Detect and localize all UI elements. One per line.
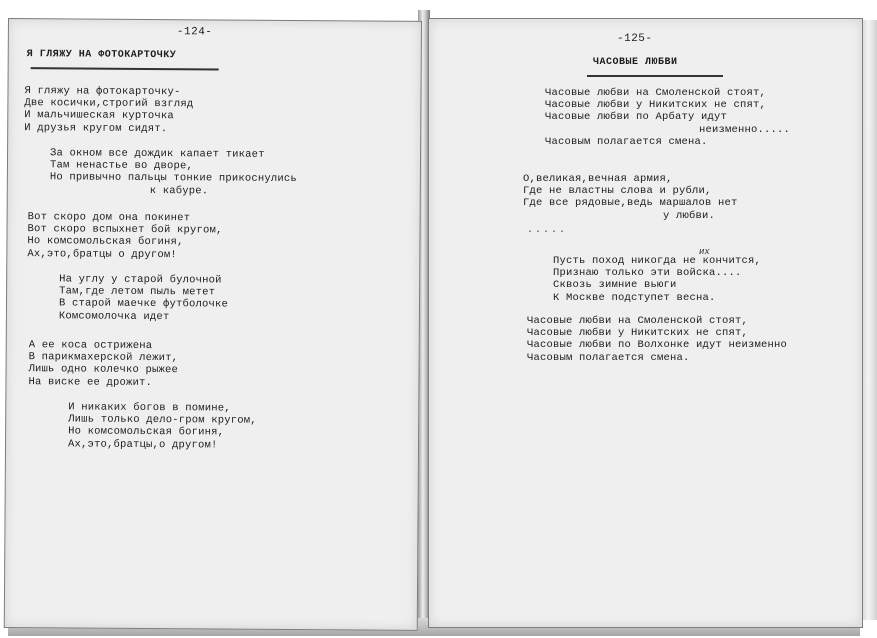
stanza — [553, 255, 761, 304]
poem-line: Часовым полагается смена. — [545, 135, 708, 148]
stanza — [545, 87, 790, 148]
poem-line: Часовые любви у Никитских не спят, — [527, 327, 749, 340]
poem-line: Ах,это,братцы о другом! — [27, 247, 177, 261]
poem-line: Две косички,строгий взгляд — [24, 97, 194, 111]
poem-line: Признаю только эти войска.... — [553, 267, 742, 280]
page-number: -125- — [617, 33, 653, 45]
poem-line: И мальчишеская курточка — [24, 109, 174, 123]
stanza — [59, 273, 228, 323]
stanza — [27, 211, 222, 261]
page-number: -124- — [176, 26, 213, 39]
poem-line: Где не властны слова и рубли, — [523, 185, 712, 198]
ellipsis-mark: ..... — [527, 225, 568, 236]
poem-line: Я гляжу на фотокарточку- — [24, 85, 181, 99]
poem-title: Я ГЛЯЖУ НА ФОТОКАРТОЧКУ — [26, 49, 177, 62]
poem-line: А ее коса острижена — [28, 339, 153, 353]
poem-line: Лишь только дело-гром кругом, — [68, 413, 257, 427]
poem-line: Часовые любви на Смоленской стоят, — [545, 87, 767, 99]
title-underline — [587, 75, 723, 77]
poem-line: И друзья кругом сидят. — [24, 121, 168, 135]
poem-line: неизменно..... — [699, 123, 791, 136]
poem-line: На виске ее дрожит. — [28, 375, 153, 389]
poem-line: Сквозь зимние вьюги — [553, 279, 677, 292]
poem-line: Там ненастье во дворе, — [49, 159, 194, 173]
poem-line: И никаких богов в помине, — [68, 401, 231, 415]
poem-line: к кабуре. — [149, 184, 209, 198]
poem-line: Часовым полагается смена. — [527, 351, 690, 364]
poem-line: Где все рядовые,ведь маршалов нет — [523, 197, 738, 210]
stanza — [527, 315, 787, 364]
poem-line: На углу у старой булочной — [59, 273, 222, 287]
right-page — [428, 18, 863, 628]
poem-line: у любви. — [663, 209, 716, 222]
poem-line: Вот скоро дом она покинет — [27, 211, 191, 225]
poem-line: Часовые любви по Волхонке идут неизменно — [527, 339, 788, 352]
poem-line: Лишь одно колечко рыжее — [28, 363, 179, 377]
poem-line: Ах,это,братцы,о другом! — [67, 438, 218, 452]
poem-line: Часовые любви по Арбату идут — [545, 111, 728, 124]
poem-line: К Москве подступет весна. — [553, 291, 716, 304]
left-page — [4, 18, 422, 631]
poem-line: Но комсомольская богиня, — [27, 235, 184, 249]
poem-line: Вот скоро вспыхнет бой кругом, — [27, 223, 223, 237]
poem-line: О,великая,вечная армия, — [523, 173, 673, 185]
stanza — [50, 147, 297, 198]
poem-line: В старой маечке футболочке — [58, 297, 229, 311]
stanza — [28, 339, 178, 389]
poem-line: Там,где летом пыль метет — [59, 285, 216, 299]
poem-line: Часовые любви на Смоленской стоят, — [527, 315, 749, 327]
poem-line: За окном все дождик капает тикает — [50, 147, 265, 161]
poem-line: В парикмахерской лежит, — [28, 351, 179, 365]
title-underline — [31, 67, 219, 70]
stanza — [24, 85, 193, 135]
poem-title: ЧАСОВЫЕ ЛЮБВИ — [593, 57, 678, 68]
poem-line: Пусть поход никогда не кончится, — [553, 255, 762, 267]
handwritten-annotation: их — [699, 247, 710, 257]
stanza — [68, 401, 257, 451]
poem-line: Но привычно пальцы тонкие прикоснулись — [49, 171, 297, 186]
poem-line: Но комсомольская богиня, — [68, 425, 225, 439]
stanza — [523, 173, 738, 222]
poem-line: Часовые любви у Никитских не спят, — [545, 99, 767, 112]
poem-line: Комсомолочка идет — [58, 309, 170, 323]
